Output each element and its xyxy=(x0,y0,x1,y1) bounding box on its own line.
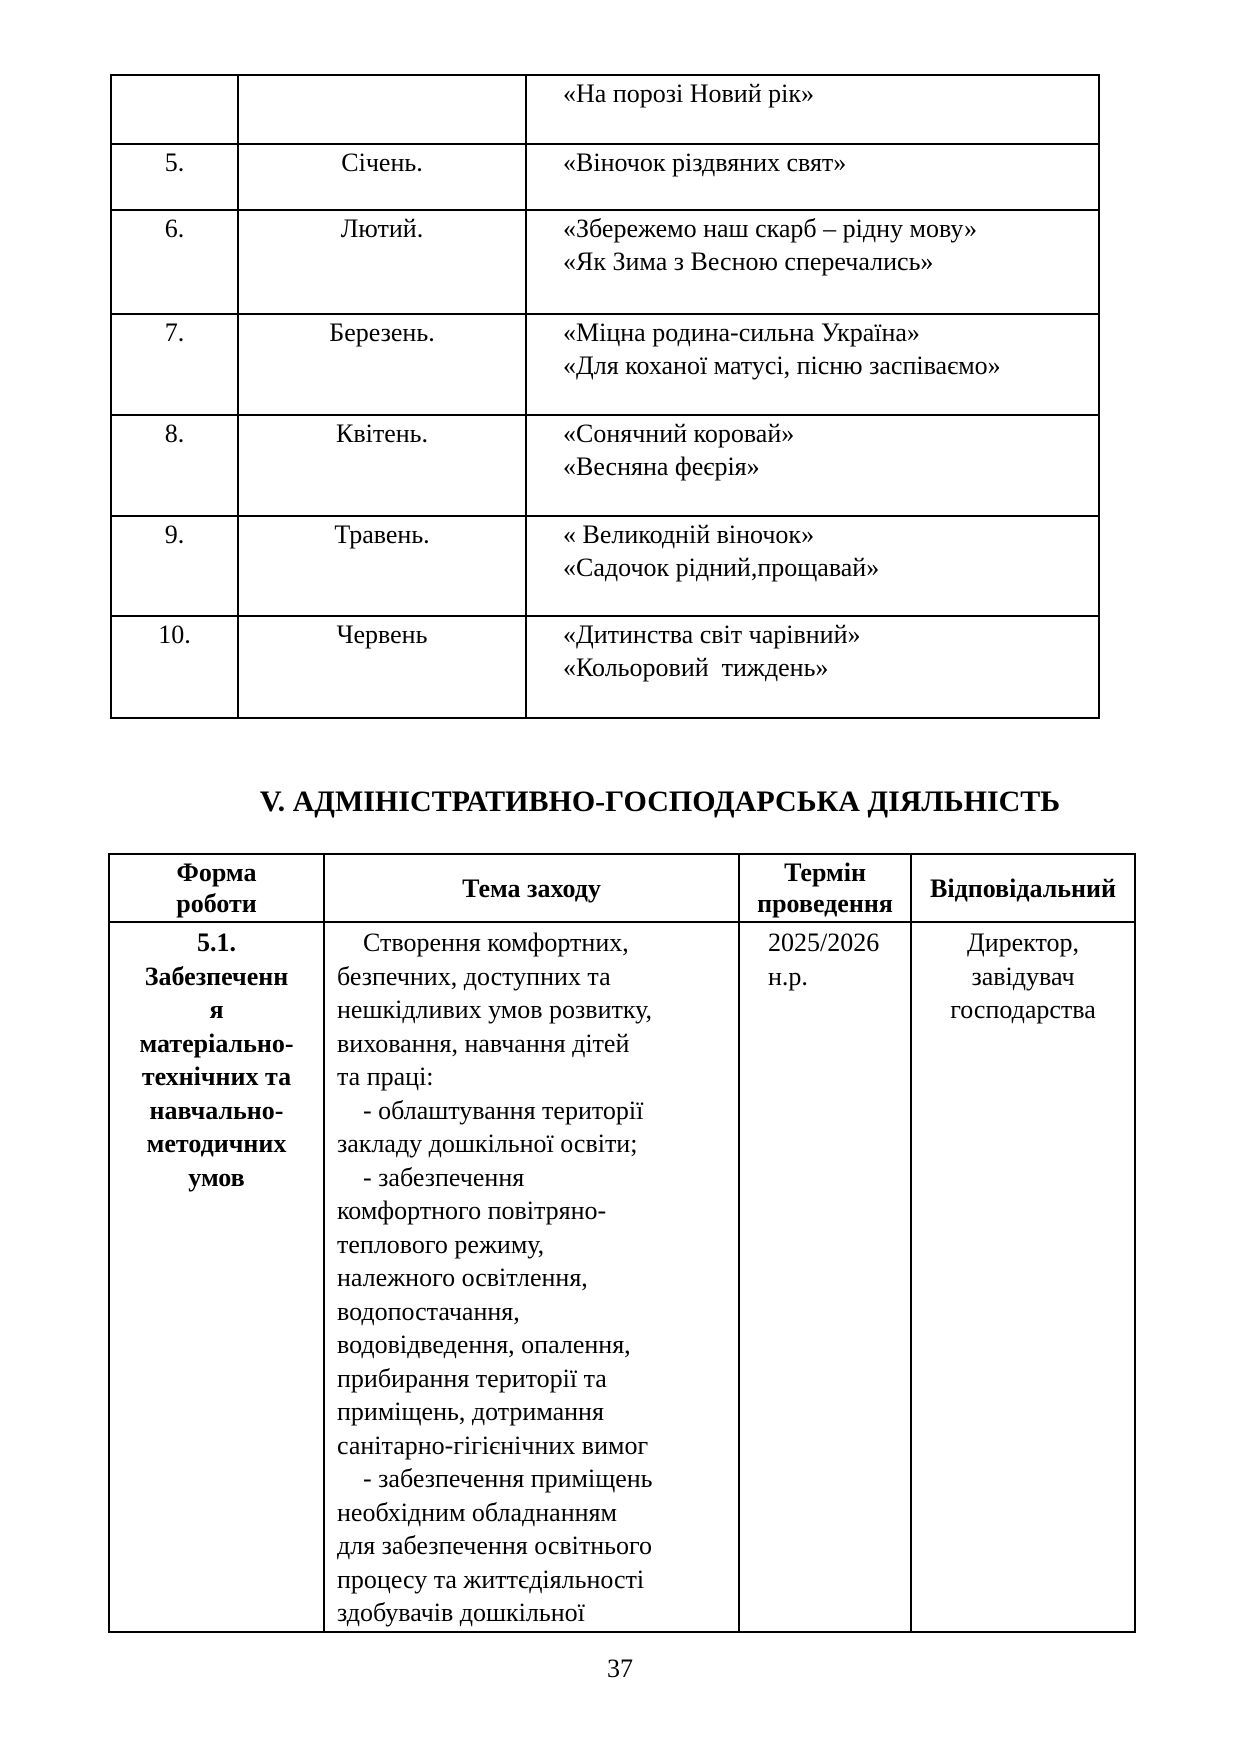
theme-line: приміщень, дотримання xyxy=(337,1397,604,1426)
row-number-cell: 10. xyxy=(111,616,238,718)
month-cell: Січень. xyxy=(238,144,526,210)
row-number-cell: 6. xyxy=(111,210,238,314)
theme-line: закладу дошкільної освіти; xyxy=(337,1129,638,1158)
month-cell: Квітень. xyxy=(238,415,526,516)
form-line: матеріально- xyxy=(139,1028,294,1058)
theme-line: комфортного повітряно- xyxy=(337,1196,607,1225)
section-heading: V. АДМІНІСТРАТИВНО-ГОСПОДАРСЬКА ДІЯЛЬНІСТЬ xyxy=(259,785,1061,818)
theme-line: теплового режиму, xyxy=(337,1229,545,1259)
responsible-line: господарства xyxy=(950,995,1096,1024)
event-titles-cell xyxy=(526,210,1099,314)
term-line: н.р. xyxy=(768,961,808,991)
form-line: навчально- xyxy=(149,1095,284,1125)
table-row xyxy=(111,516,1099,616)
term-line: 2025/2026 xyxy=(768,928,880,957)
header-line: проведення xyxy=(757,889,893,918)
month-cell xyxy=(238,75,526,144)
theme-line: для забезпечення освітнього xyxy=(337,1531,653,1560)
theme-line: здобувачів дошкільної xyxy=(337,1598,585,1627)
form-line: 5.1. xyxy=(197,928,236,957)
event-title: «Міцна родина-сильна Україна» xyxy=(563,318,920,347)
responsible-cell xyxy=(911,922,1135,1632)
theme-line: водопостачання, xyxy=(337,1296,520,1326)
theme-line: - забезпечення xyxy=(337,1162,525,1192)
admin-header-term xyxy=(739,854,911,922)
event-title: «На порозі Новий рік» xyxy=(563,79,814,108)
table-row xyxy=(111,314,1099,415)
event-title: «Як Зима з Весною сперечались» xyxy=(563,247,934,276)
admin-header-form xyxy=(109,854,324,922)
row-number-cell xyxy=(111,75,238,144)
event-title: «Садочок рідний,прощавай» xyxy=(563,553,880,582)
event-title: «Кольоровий тиждень» xyxy=(563,653,829,682)
event-titles-cell xyxy=(526,144,1099,210)
header-line: Термін xyxy=(784,858,866,887)
theme-line: процесу та життєдіяльності xyxy=(337,1564,645,1594)
month-cell: Лютий. xyxy=(238,210,526,314)
table-row xyxy=(109,922,1135,1632)
table-row xyxy=(111,616,1099,718)
form-line: технічних та xyxy=(141,1062,292,1091)
theme-line: Створення комфортних, xyxy=(337,928,629,957)
theme-line: - забезпечення приміщень xyxy=(337,1464,653,1493)
theme-line: санітарно-гігієнічних вимог xyxy=(337,1430,649,1460)
form-cell xyxy=(109,922,324,1632)
table-row xyxy=(111,144,1099,210)
theme-line: безпечних, доступних та xyxy=(337,961,611,991)
table-row xyxy=(111,75,1099,144)
event-title: «Дитинства світ чарівний» xyxy=(563,620,861,649)
month-cell: Червень xyxy=(238,616,526,718)
event-title: «Сонячний коровай» xyxy=(563,419,795,448)
header-line: роботи xyxy=(176,889,257,918)
theme-line: прибирання території та xyxy=(337,1363,607,1393)
header-line: Тема заходу xyxy=(462,873,601,903)
theme-line: водовідведення, опалення, xyxy=(337,1330,631,1359)
theme-line: нешкідливих умов розвитку, xyxy=(337,995,653,1024)
event-titles-cell xyxy=(526,75,1099,144)
event-titles-cell xyxy=(526,516,1099,616)
month-cell: Березень. xyxy=(238,314,526,415)
events-table xyxy=(110,74,1100,719)
event-title: «Весняна феєрія» xyxy=(563,452,760,481)
theme-line: необхідним обладнанням xyxy=(337,1497,617,1527)
row-number-cell: 7. xyxy=(111,314,238,415)
event-title: «Для коханої матусі, пісню заспіваємо» xyxy=(563,351,1001,380)
row-number-cell: 8. xyxy=(111,415,238,516)
theme-line: виховання, навчання дітей xyxy=(337,1028,630,1058)
admin-table xyxy=(108,853,1136,1633)
responsible-line: завідувач xyxy=(971,961,1075,991)
theme-line: та праці: xyxy=(337,1062,434,1091)
event-title: «Збережемо наш скарб – рідну мову» xyxy=(563,214,977,243)
table-header-row xyxy=(109,854,1135,922)
row-number-cell: 5. xyxy=(111,144,238,210)
form-line: умов xyxy=(188,1162,245,1192)
table-row xyxy=(111,210,1099,314)
form-line: я xyxy=(209,995,224,1024)
event-titles-cell xyxy=(526,415,1099,516)
admin-header-responsible xyxy=(911,854,1135,922)
form-line: методичних xyxy=(146,1129,287,1158)
event-title: « Великодній віночок» xyxy=(563,520,815,549)
page-number: 37 xyxy=(607,1654,633,1683)
theme-line: - облаштування території xyxy=(337,1095,644,1125)
admin-header-theme xyxy=(324,854,739,922)
header-line: Відповідальний xyxy=(930,873,1116,903)
event-titles-cell xyxy=(526,616,1099,718)
month-cell: Травень. xyxy=(238,516,526,616)
event-titles-cell xyxy=(526,314,1099,415)
row-number-cell: 9. xyxy=(111,516,238,616)
theme-line: належного освітлення, xyxy=(337,1263,588,1292)
term-cell xyxy=(739,922,911,1632)
table-row xyxy=(111,415,1099,516)
event-title: «Віночок різдвяних свят» xyxy=(563,148,847,177)
header-line: Форма xyxy=(176,858,257,887)
theme-cell xyxy=(324,922,739,1632)
form-line: Забезпеченн xyxy=(144,961,289,991)
responsible-line: Директор, xyxy=(967,928,1079,957)
